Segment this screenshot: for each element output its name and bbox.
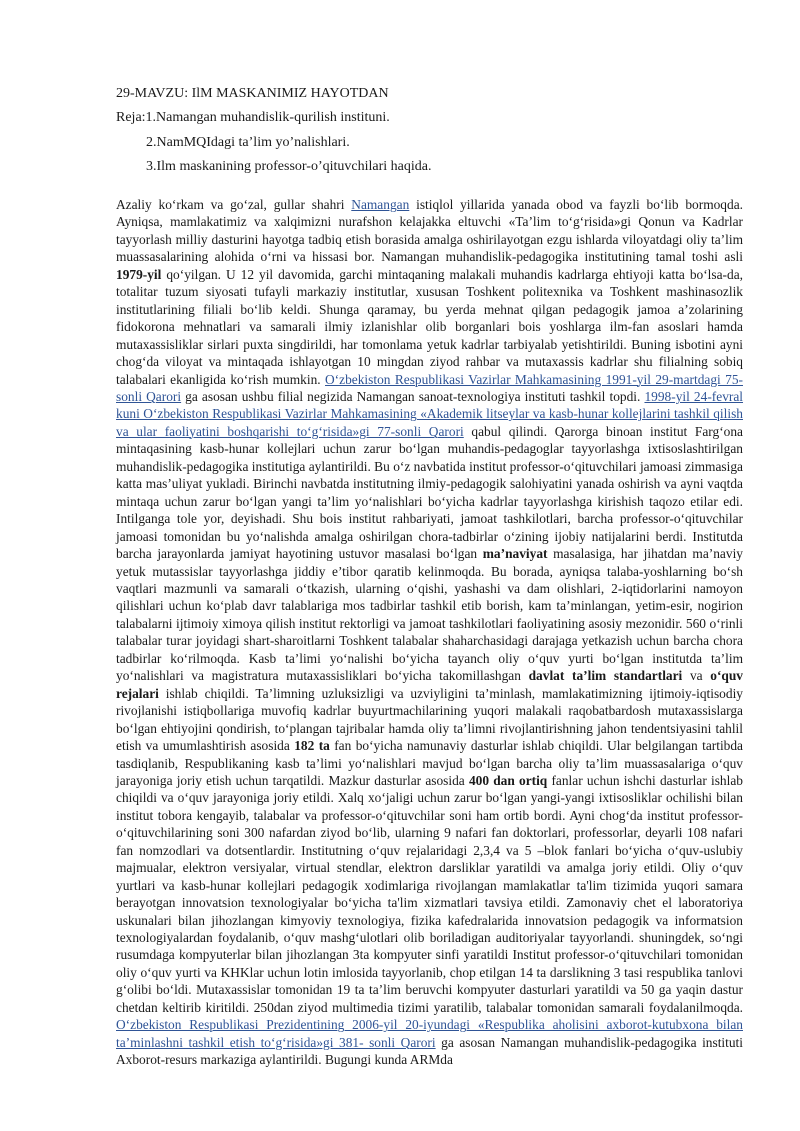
- plan-label: Reja:: [116, 110, 146, 125]
- body-text: fan bo‘yicha namunaviy dasturlar ishlab chiqildi. Ular belgilangan tartibda tasdiqlanib, Respublikaning kasb ta’limi yo‘nalishlari mavjud bo‘lgan barcha oliy ta’lim muassasalariga o‘quv jarayoniga joriy etish uchun tarqatildi. Mazkur dasturlar asosida: [116, 738, 743, 788]
- namangan-link[interactable]: Namangan: [351, 197, 410, 212]
- decree-2006-link[interactable]: O‘zbekiston Respublikasi Prezidentining 2006-yil 20-iyundagi «Respublika aholisini axborot-kutubxona bilan ta’minlashni tashkil etish to‘g‘risida»gi 381- sonli Qarori: [116, 1017, 743, 1050]
- body-text: Azaliy ko‘rkam va go‘zal, gullar shahri: [116, 197, 352, 212]
- body-text: ga asosan ushbu filial negizida Namangan sanoat-texnologiya instituti tashkil topdi.: [181, 388, 645, 404]
- body-text: ishlab chiqildi. Ta’limning uzluksizligi va uzviyligini ta’minlash, mamlakatimizning ijtimoiy-iqtisodiy rivojlanishi istiqbollariga muvofiq kadrlar buyurtmachilarining yuqori malakali raqobatbardosh mutaxassislarga bo‘lgan ehtiyojini qondirish, to‘plangan tajribalar hamda oliy ta’limni rivojlantirishning jahon tendentsiyasini tahlil etish va umumlashtirish asosida: [116, 685, 743, 754]
- page-title: 29-MAVZU: IlM MASKANIMIZ HAYOTDAN: [116, 86, 389, 101]
- plan-item-2: 2.NamMQIdagi ta’lim yo’nalishlari.: [146, 135, 350, 150]
- emphasis-text: 1979-yil: [116, 266, 162, 282]
- body-text: ga asosan Namangan muhandislik-pedagogika instituti Axborot-resurs markaziga aylantirildi. Bugungi kunda ARMda: [116, 1034, 743, 1068]
- emphasis-text: ma’naviyat: [482, 546, 548, 562]
- plan-item-text: 1.Namangan muhandislik-qurilish instituni.: [145, 110, 390, 125]
- resolution-1991-link[interactable]: O‘zbekiston Respublikasi Vazirlar Mahkamasining 1991-yil 29-martdagi 75-sonli Qarori: [116, 371, 743, 404]
- emphasis-text: 400 dan ortiq: [468, 772, 548, 788]
- emphasis-text: o‘quv rejalari: [116, 668, 743, 701]
- resolution-1998-link[interactable]: 1998-yil 24-fevral kuni O‘zbekiston Respublikasi Vazirlar Mahkamasining «Akademik litseylar va kasb-hunar kollejlarini tashkil qilish va ular faoliyatini boshqarishi to‘g‘risida»gi 77-sonli Qarori: [116, 388, 744, 439]
- body-text: masalasiga, har jihatdan ma’naviy yetuk mutassislar tayyorlashga jiddiy e’tibor qaratib kelinmoqda. Bu borada, ayniqsa talaba-yoshlarning bo‘sh vaqtlari mazmunli va samarali o‘tkazish, ularning o‘qishi, yashashi va dam olishlari, 2-iqtidorlarini namoyon qilishlari uchun ko‘plab davr talablariga mos tadbirlar tashkil etib borish, kam ta’minlangan, yetim-esir, nogirion talabalarni ijtimoiy ximoya qilish institut rektorligi va jamoat tashkilotlari faoliyatining asosiy mezonidir. 560 o‘rinli talabalar turar joyidagi shart-sharoitlarni Toshkent talabalar shaharchasidagi darajaga yetkazish uchun barcha chora tadbirlar ko‘rilmoqda. Kasb ta’limi yo‘nalishi bo‘yicha tayanch oliy o‘quv yurti bo‘lgan institutda ta’lim yo‘nalishlari va magistratura mutaxassisliklari bo‘yicha takomillashgan: [116, 546, 743, 684]
- plan-item-1: [116, 109, 756, 127]
- body-text: istiqlol yillarida yanada obod va fayzli bo‘lib bormoqda. Ayniqsa, mamlakatimiz va xalqimizni nurafshon kelajakka eltuvchi «Ta’lim to‘g‘risida»gi Qonun va Kadrlar tayyorlash milliy dasturini hayotga tadbiq etish borasida amalga oshirilayotgan ezgu ishlarda viloyatdagi oliy ta’lim muassasalarining alohida o‘rni va hissasi bor. Namangan muhandislik-pedagogika institutining tamal toshi asli: [116, 197, 743, 265]
- body-paragraph: [116, 196, 743, 1069]
- emphasis-text: davlat ta’lim standartlari: [528, 668, 683, 684]
- body-text: va: [682, 668, 711, 684]
- plan-item-3: 3.Ilm maskanining professor-o’qituvchilari haqida.: [146, 159, 432, 174]
- body-text: qabul qilindi. Qarorga binoan institut Farg‘ona mintaqasining kasb-hunar kollejlari uchun zarur bo‘lgan muhandis-pedagoglar tayyorlashga ixtisoslashtirilgan muhandislik-pedagogika institutiga aylantirildi. Bu o‘z navbatida institut professor-o‘qituvchilari jamoasi zimmasiga katta mas’uliyat yukladi. Birinchi navbatda institutning ilmiy-pedagogik salohiyatini yanada oshirish va ayni vaqtda mintaqa uchun zarur bo‘lgan yangi ta’lim yo‘nalishlari bo‘yicha kadrlar tayyorlashga kirishish taqozo etilar edi. Intilganga tole yor, deyishadi. Shu bois institut rahbariyati, jamoat tashkilotlari, barcha professor-o‘qituvchilar jamoasi tomonidan bu yo‘nalishda amalga oshirilgan chora-tadbirlar o‘zining ijobiy natijalarini berdi. Institutda barcha jarayonlarda jamiyat hayotining ustuvor masalasi bo‘lgan: [116, 423, 743, 562]
- body-text: fanlar uchun ishchi dasturlar ishlab chiqildi va o‘quv jarayoniga joriy etildi. Xalq xo‘jaligi uchun zarur bo‘lgan yangi-yangi ixtisosliklar ochilishi bilan institut tobora kengayib, talabalar va professor-o‘qituvchilar soni ham ortib bordi. Ayni chog‘da institut professor-o‘qituvchilarining soni 300 nafardan ziyod bo‘lib, ularning 9 nafari fan doktorlari, professorlar, deyarli 108 nafari fan nomzodlari va dotsentlardir. Institutning o‘quv rejalaridagi 2,3,4 va 5 –blok fanlari bo‘yicha o‘quv-uslubiy majmualar, elektron versiyalar, virtual stendlar, elektron darsliklar yaratildi va amalga joriy etildi. Oliy o‘quv yurtlari va kasb-hunar kollejlari pedagogik xodimlariga rivojlangan mamlakatlar ta'lim tizimida yuqori samara berayotgan innovatsion texnologiyalar bo‘yicha ta'lim xizmatlari tavsiya etildi. Zamonaviy chet el laboratoriya uskunalari bilan jihozlangan kimyoviy texnologiya, fizika kafedralarida innovatsion pedagogik va informatsion texnologiyalardan foydalanib, o‘quv mashg‘ulotlari olib boriladigan auditoriyalar tayyorlandi. shuningdek, so‘ngi rusumdaga kompyuterlar bilan jihozlangan 3ta kompyuter sinfi yaratildi Institut professor-o‘qituvchilari tomonidan oliy o‘quv yurti va KHKlar uchun lotin imlosida tayyorlanib, chop etilgan 14 ta darslikning 3 tasi respublika tanlovi g‘olibi bo‘ldi. Mutaxassislar tomonidan 19 ta ta’lim beruvchi kompyuter dasturlari yaratildi va 50 ga yaqin dastur chetdan keltirib kiritildi. 250dan ziyod multimedia tizimi yaratilib, talabalar tomonidan samarali foydalanilmoqda.: [116, 772, 743, 1015]
- body-text: qo‘yilgan. U 12 yil davomida, garchi mintaqaning malakali muhandis kadrlarga ehtiyoji katta bo‘lsa-da, totalitar tuzum siyosati tufayli markaziy institutlar, xususan Toshkent politexnika va Toshkent mashinasozlik institutlarining filiali bo‘lib keldi. Shunga qaramay, bu yerda mehnat qilgan pedagogik jamoa a’zolarining fidokorona mehnatlari va samarali ilmiy izlanishlar olib borganlari bois yoshlarga ilm-fan asoslari hamda mutaxassisliklar sirlari puxta singdirildi, har tomonlama yetuk kadrlar tarbiyalab yetishtirildi. Buning isbotini ayni chog‘da viloyat va mintaqada ishlayotgan 10 mingdan ziyod rahbar va mutaxassis kadrlar shu filialning sobiq talabalari ekanligida ko‘rish mumkin.: [116, 266, 743, 387]
- emphasis-text: 182 ta: [294, 738, 330, 754]
